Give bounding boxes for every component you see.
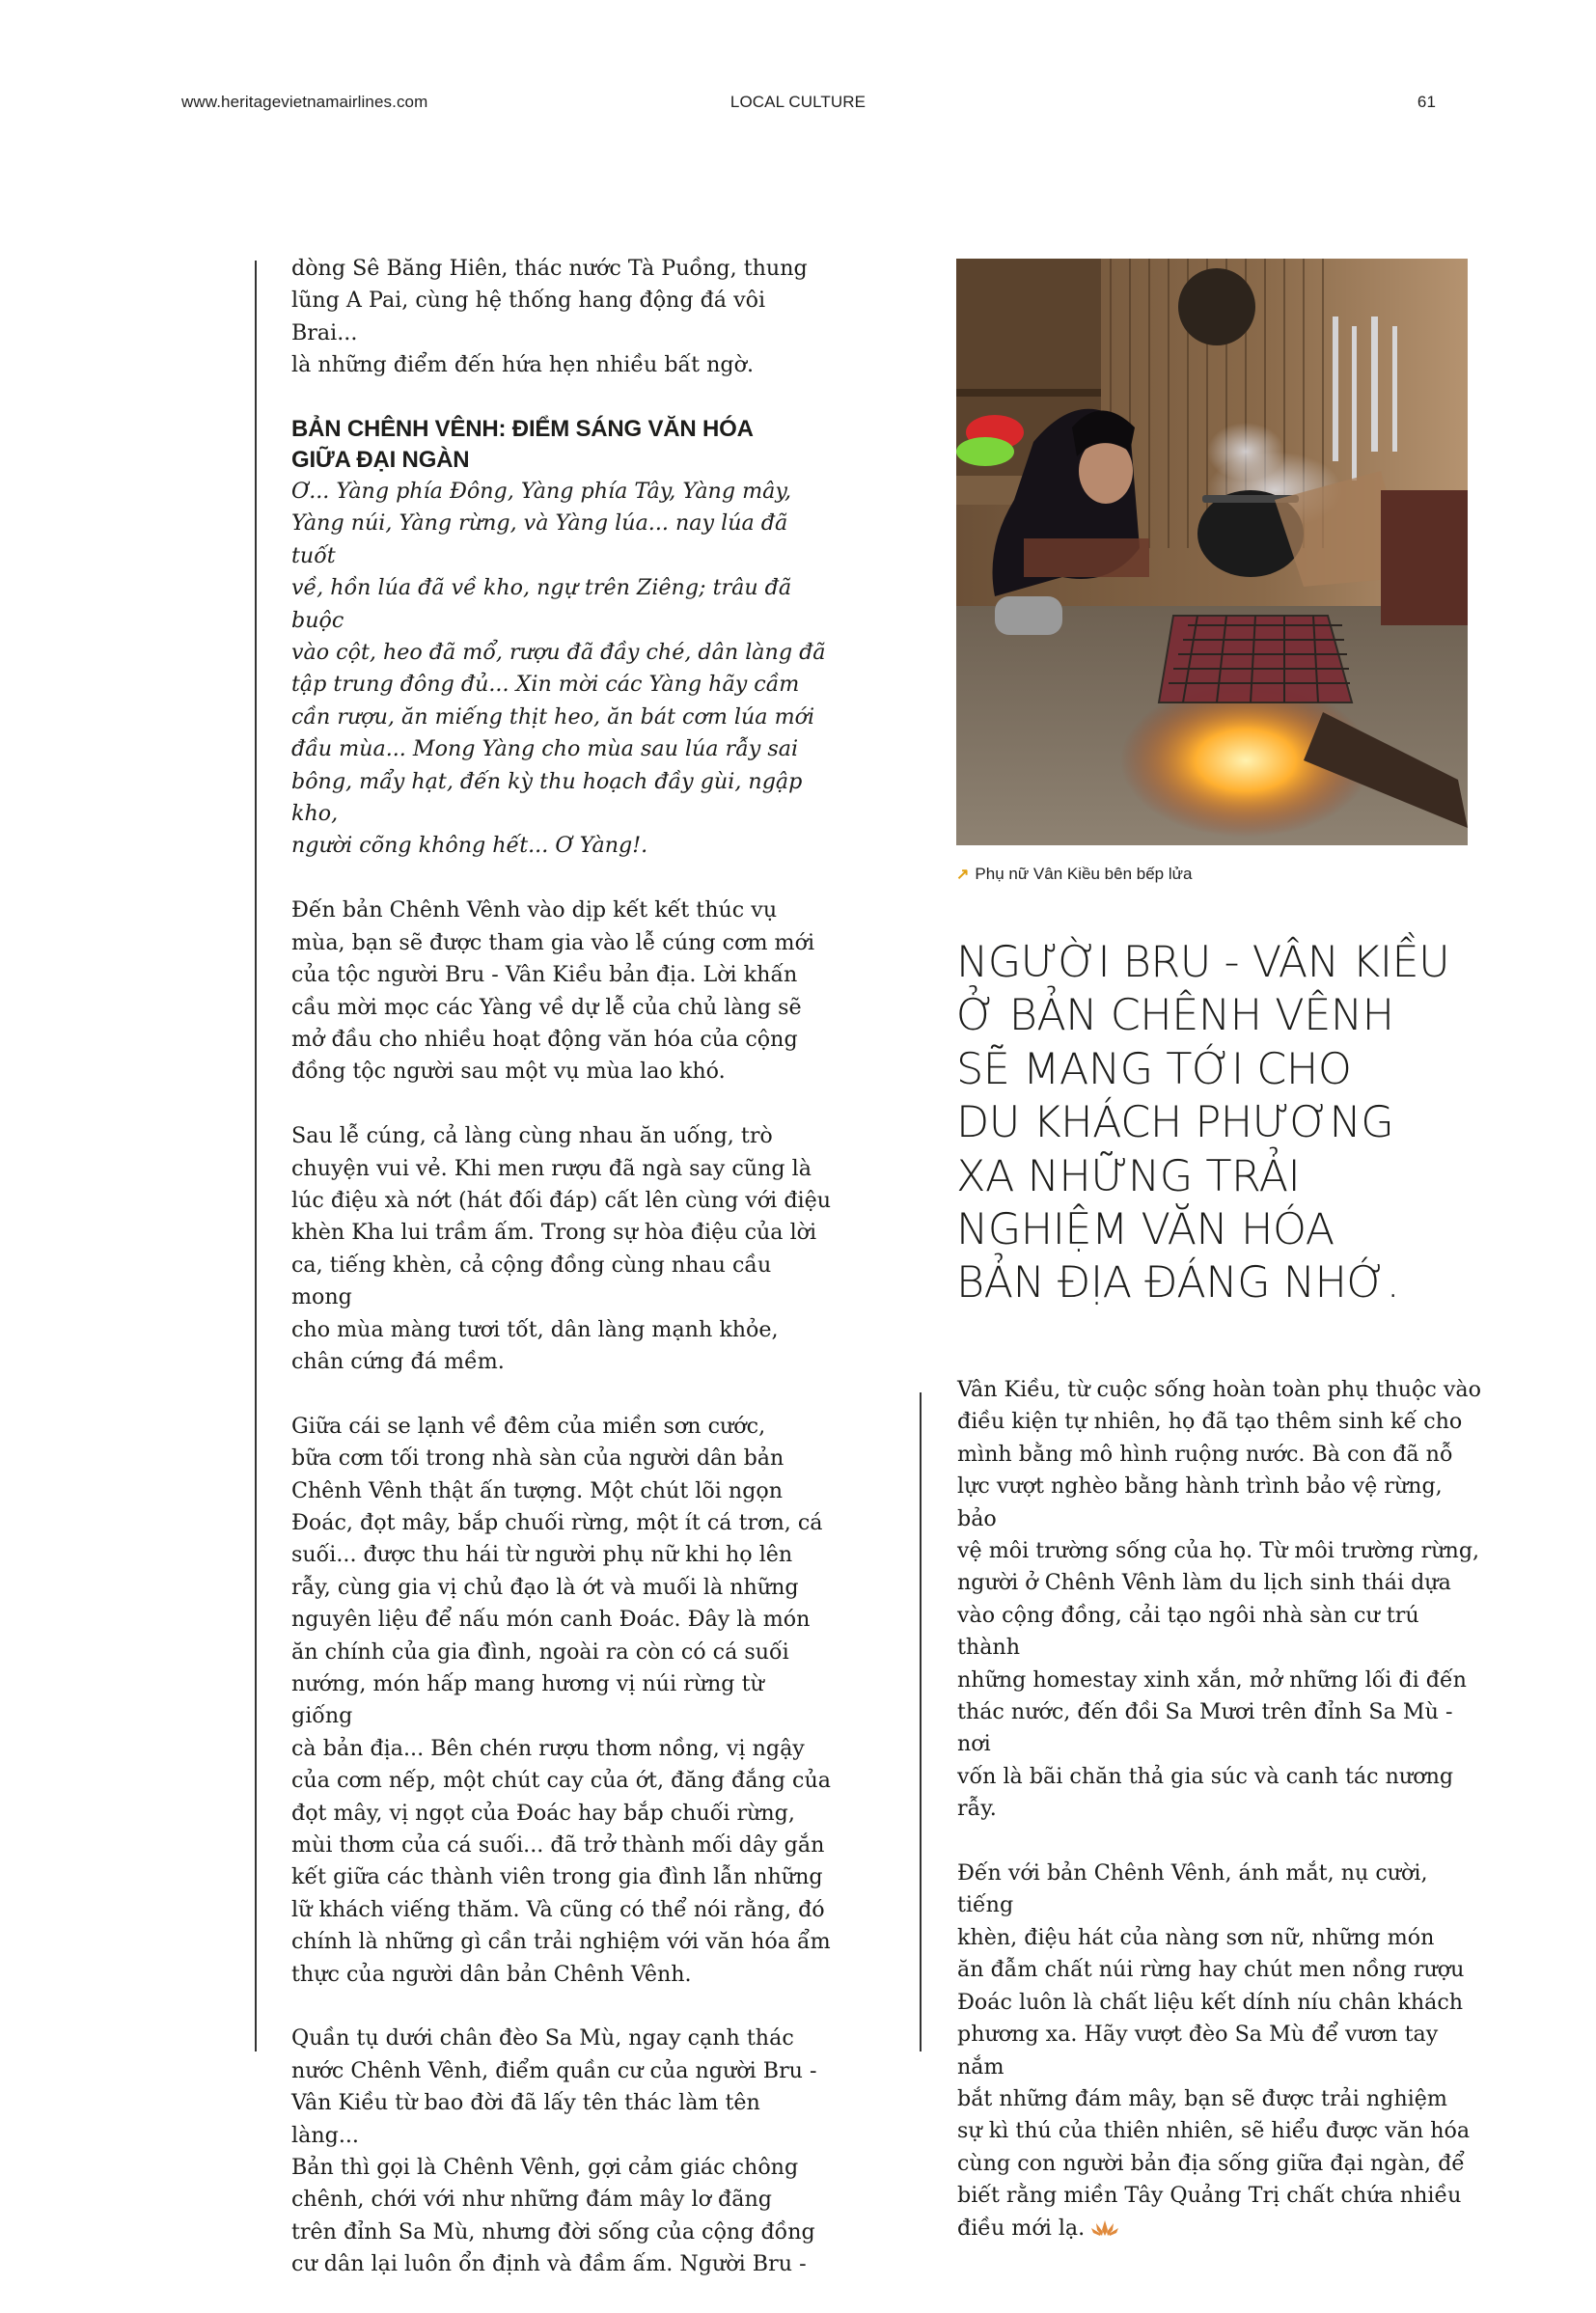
body-paragraph: Quần tụ dưới chân đèo Sa Mù, ngay cạnh thác nước Chênh Vênh, điểm quần cư của người Bru - Vân Kiều từ bao đời đã lấy tên thác làm tên làng... Bản thì gọi là Chênh Vênh, gợi cảm giác chông chênh, chới với như những đám mây lơ đãng trên đỉnh Sa Mù, nhưng đời sống của cộng đồng cư dân lại luôn ổn định và đầm ấm. Người Bru -: [291, 2025, 817, 2277]
kitchen-fire-photo: [956, 259, 1468, 845]
pull-quote: NGƯỜI BRU - VÂN KIỀU Ở BẢN CHÊNH VÊNH SẼ MANG TỚI CHO DU KHÁCH PHƯƠNG XA NHỮNG TRẢI NGHIỆM VĂN HÓA BẢN ĐỊA ĐÁNG NHỚ.: [956, 938, 1450, 1308]
caption-text: Phụ nữ Vân Kiều bên bếp lửa: [975, 865, 1193, 883]
left-column-rule: [255, 261, 257, 2051]
left-column: [291, 253, 832, 2313]
body-paragraph: Sau lễ cúng, cả làng cùng nhau ăn uống, trò chuyện vui vẻ. Khi men rượu đã ngà say cũng là lúc điệu xà nớt (hát đối đáp) cất lên cùng với điệu khèn Kha lui trầm ấm. Trong sự hòa điệu của lời ca, tiếng khèn, cả cộng đồng cùng nhau cầu mong cho mùa màng tươi tốt, dân làng mạnh khỏe, chân cứng đá mềm.: [291, 1123, 832, 1374]
ritual-verse: Ơ... Yàng phía Đông, Yàng phía Tây, Yàng mây, Yàng núi, Yàng rừng, và Yàng lúa... nay lúa đã tuốt về, hồn lúa đã về kho, ngự trên Ziêng; trâu đã buộc vào cột, heo đã mổ, rượu đã đầy ché, dân làng đã tập trung đông đủ... Xin mời các Yàng hãy cầm cần rượu, ăn miếng thịt heo, ăn bát cơm lúa mới đầu mùa... Mong Yàng cho mùa sau lúa rẫy sai bông, mẩy hạt, đến kỳ thu hoạch đầy gùi, ngập kho, người cõng không hết... Ơ Yàng!.: [291, 479, 826, 859]
photo-caption: [956, 865, 1192, 884]
header-website-url: www.heritagevietnamairlines.com: [181, 93, 428, 111]
lotus-icon: [1090, 2216, 1119, 2247]
body-paragraph: Vân Kiều, từ cuộc sống hoàn toàn phụ thuộc vào điều kiện tự nhiên, họ đã tạo thêm sinh kế cho mình bằng mô hình ruộng nước. Bà con đã nỗ lực vượt nghèo bằng hành trình bảo vệ rừng, bảo vệ môi trường sống của họ. Từ môi trường rừng, người ở Chênh Vênh làm du lịch sinh thái dựa vào cộng đồng, cải tạo ngôi nhà sàn cư trú thành những homestay xinh xắn, mở những lối đi đến thác nước, đến đồi Sa Mươi trên đỉnh Sa Mù - nơi vốn là bãi chăn thả gia súc và canh tác nương rẫy.: [957, 1377, 1481, 1822]
final-paragraph-text: Đến với bản Chênh Vênh, ánh mắt, nụ cười, tiếng khèn, điệu hát của nàng sơn nữ, những món ăn đẫm chất núi rừng hay chút men nồng rượu Đoác luôn là chất liệu kết dính níu chân khách phương xa. Hãy vượt đèo Sa Mù để vươn tay nắm bắt những đám mây, bạn sẽ được trải nghiệm sự kì thú của thiên nhiên, sẽ hiểu được văn hóa cùng con người bản địa sống giữa đại ngàn, để biết rằng miền Tây Quảng Trị chất chứa nhiều điều mới lạ.: [957, 1860, 1471, 2241]
arrow-up-right-icon: ↗: [956, 867, 970, 883]
body-paragraph-final: [957, 1858, 1488, 2247]
page-number: 61: [1417, 93, 1436, 111]
body-paragraph: Đến bản Chênh Vênh vào dịp kết kết thúc vụ mùa, bạn sẽ được tham gia vào lễ cúng cơm mới của tộc người Bru - Vân Kiều bản địa. Lời khấn cầu mời mọc các Yàng về dự lễ của chủ làng sẽ mở đầu cho nhiều hoạt động văn hóa của cộng đồng tộc người sau một vụ mùa lao khó.: [291, 897, 815, 1085]
intro-paragraph: dòng Sê Băng Hiên, thác nước Tà Puồng, thung lũng A Pai, cùng hệ thống hang động đá vôi Brai... là những điểm đến hứa hẹn nhiều bất ngờ.: [291, 256, 808, 378]
section-heading: BẢN CHÊNH VÊNH: ĐIỂM SÁNG VĂN HÓA GIỮA ĐẠI NGÀN: [291, 416, 754, 474]
right-column: [957, 1374, 1488, 2279]
body-paragraph: Giữa cái se lạnh về đêm của miền sơn cước, bữa cơm tối trong nhà sàn của người dân bản Chênh Vênh thật ấn tượng. Một chút lõi ngọn Đoác, đọt mây, bắp chuối rừng, một ít cá trơn, cá suối... được thu hái từ người phụ nữ khi họ lên rẫy, cùng gia vị chủ đạo là ớt và muối là những nguyên liệu để nấu món canh Đoác. Đây là món ăn chính của gia đình, ngoài ra còn có cá suối nướng, món hấp mang hương vị núi rừng từ giống cà bản địa... Bên chén rượu thơm nồng, vị ngậy của cơm nếp, một chút cay của ớt, đăng đắng của đọt mây, vị ngọt của Đoác hay bắp chuối rừng, mùi thơm của cá suối... đã trở thành mối dây gắn kết giữa các thành viên trong gia đình lẫn những lữ khách viếng thăm. Và cũng có thể nói rằng, đó chính là những gì cần trải nghiệm với văn hóa ẩm thực của người dân bản Chênh Vênh.: [291, 1413, 831, 1987]
header-section-title: LOCAL CULTURE: [729, 93, 867, 111]
right-column-rule: [920, 1392, 922, 2051]
